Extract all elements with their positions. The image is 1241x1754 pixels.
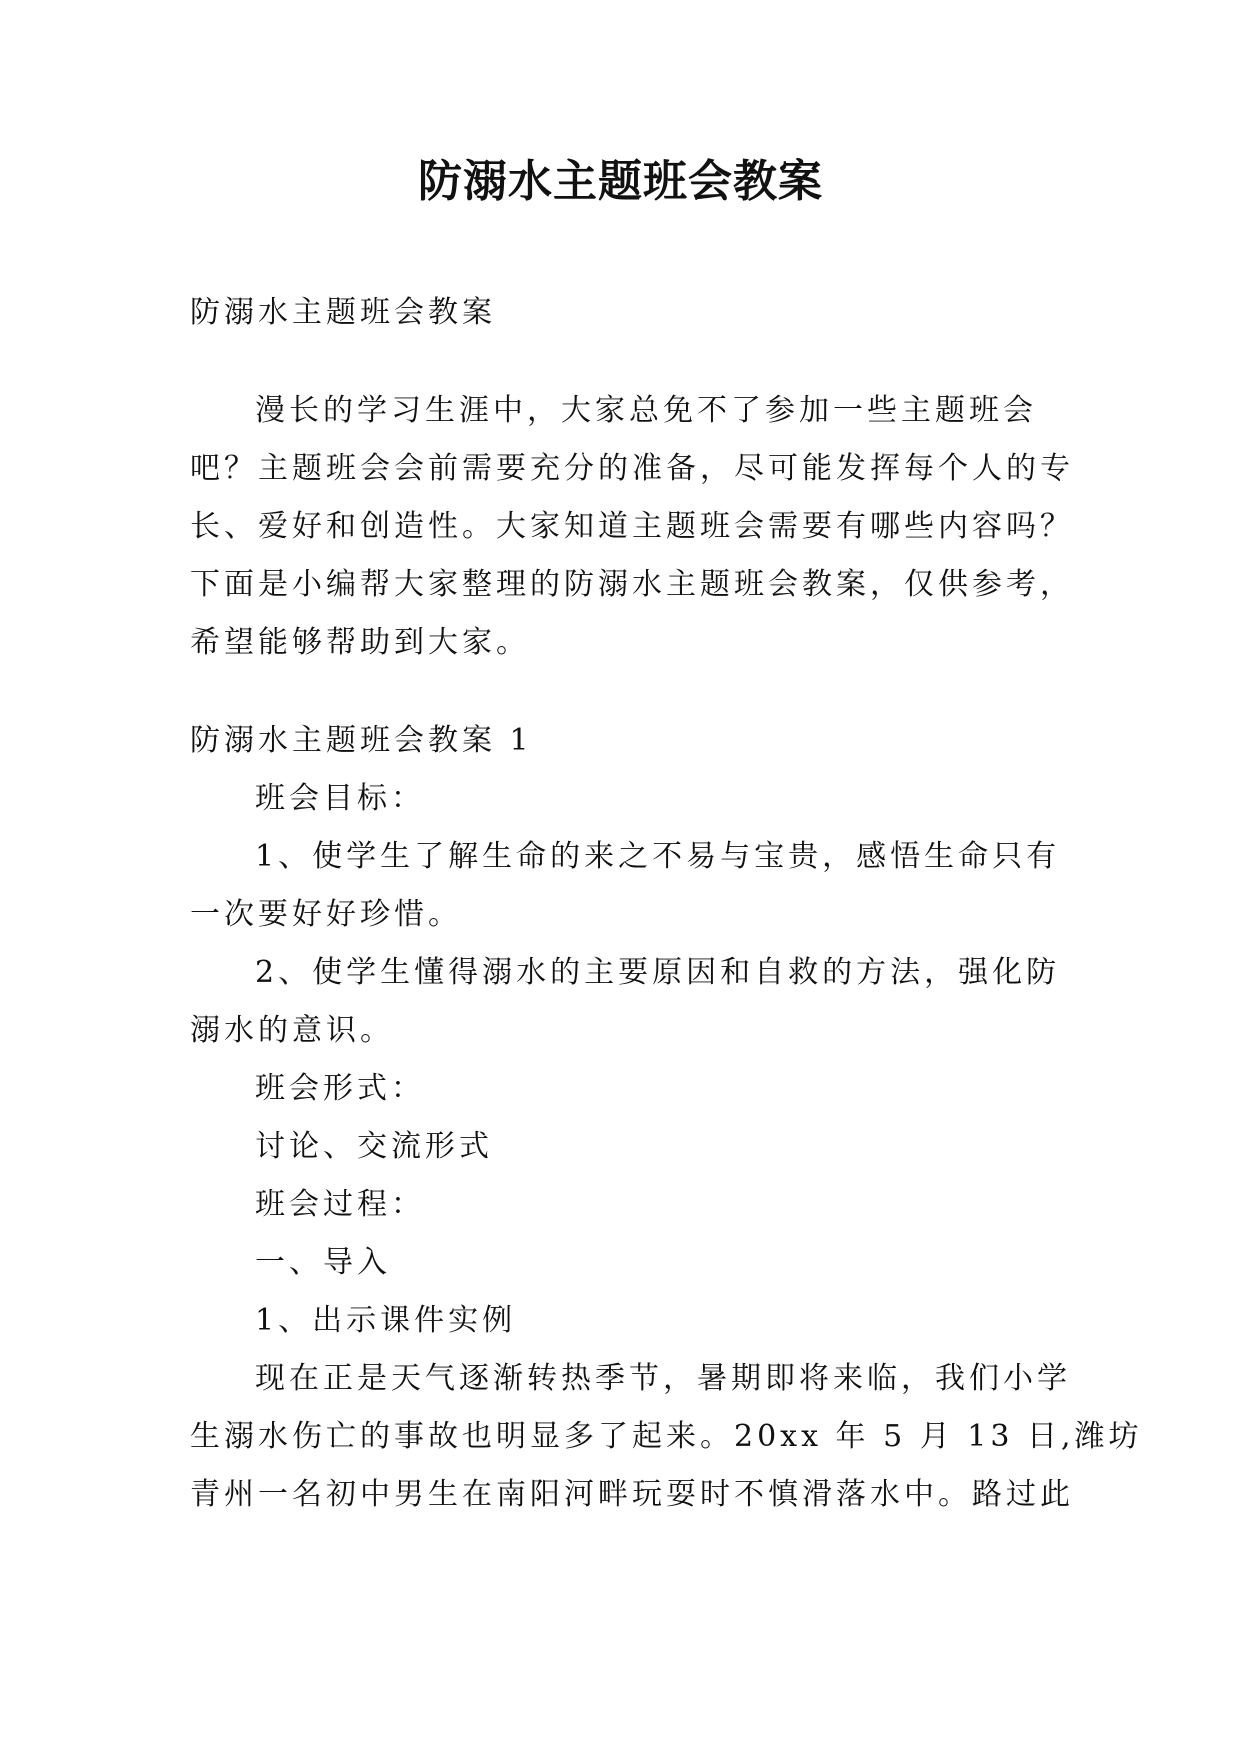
step-subheading: 1、出示课件实例 [255,1303,517,1338]
case-line: 青州一名初中男生在南阳河畔玩耍时不慎滑落水中。路过此 [190,1477,1074,1512]
case-line: 生溺水伤亡的事故也明显多了起来。20xx 年 5 月 13 日,潍坊 [190,1419,1143,1454]
goal-label: 班会目标： [255,781,425,816]
step-heading: 一、导入 [255,1245,391,1280]
document-subtitle: 防溺水主题班会教案 [190,295,496,330]
goal-item-1 [190,828,1061,944]
goal-line: 溺水的意识。 [190,1013,394,1048]
case-line: 现在正是天气逐渐转热季节，暑期即将来临，我们小学 [255,1361,1071,1396]
intro-line: 下面是小编帮大家整理的防溺水主题班会教案，仅供参考， [190,567,1074,602]
document-title: 防溺水主题班会教案 [418,156,823,207]
intro-line: 吧？主题班会会前需要充分的准备，尽可能发挥每个人的专 [190,451,1074,486]
intro-line: 漫长的学习生涯中，大家总免不了参加一些主题班会 [255,393,1037,428]
process-label: 班会过程： [255,1187,425,1222]
form-value: 讨论、交流形式 [255,1129,493,1164]
goal-line: 2、使学生懂得溺水的主要原因和自救的方法，强化防 [255,955,1061,990]
case-paragraph [190,1350,1143,1524]
goal-item-2 [190,944,1061,1060]
goal-line: 1、使学生了解生命的来之不易与宝贵，感悟生命只有 [255,839,1061,874]
intro-paragraph [190,382,1074,672]
section-heading: 防溺水主题班会教案 1 [190,723,533,758]
intro-line: 希望能够帮助到大家。 [190,625,530,660]
form-label: 班会形式： [255,1071,425,1106]
intro-line: 长、爱好和创造性。大家知道主题班会需要有哪些内容吗？ [190,509,1074,544]
goal-line: 一次要好好珍惜。 [190,897,462,932]
document-body [190,284,1143,1524]
